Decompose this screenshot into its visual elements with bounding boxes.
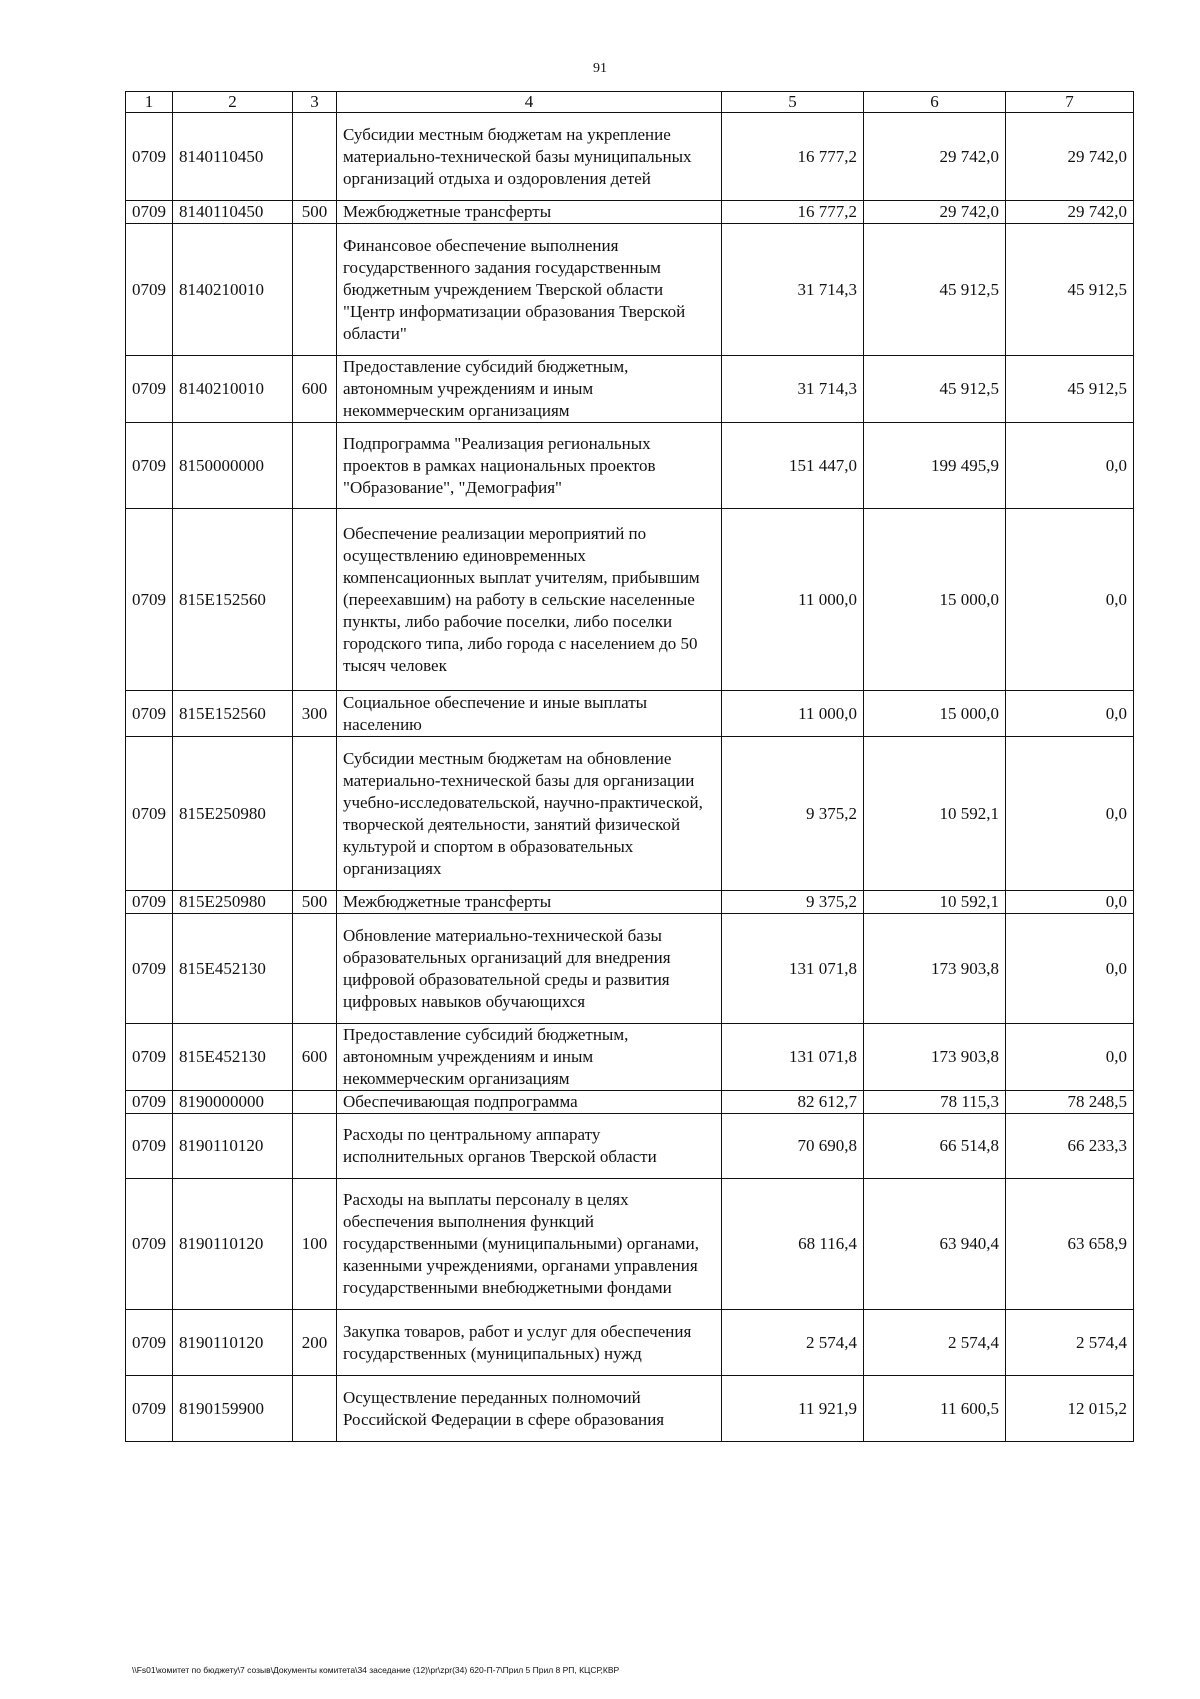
cell-amount-col6: 29 742,0 — [864, 201, 1006, 224]
header-col-3: 3 — [293, 92, 337, 113]
cell-description: Подпрограмма "Реализация региональных проектов в рамках национальных проектов "Образование", "Демография" — [337, 423, 722, 509]
cell-target-code: 815E250980 — [173, 737, 293, 891]
table-row — [126, 423, 1134, 509]
cell-expense-type: 500 — [293, 891, 337, 914]
cell-amount-col6: 45 912,5 — [864, 224, 1006, 356]
cell-amount-col7: 29 742,0 — [1006, 113, 1134, 201]
cell-expense-type — [293, 224, 337, 356]
cell-description: Межбюджетные трансферты — [337, 201, 722, 224]
cell-section: 0709 — [126, 1376, 173, 1442]
cell-amount-col5: 2 574,4 — [722, 1310, 864, 1376]
cell-description: Субсидии местным бюджетам на укрепление материально-технической базы муниципальных организаций отдыха и оздоровления детей — [337, 113, 722, 201]
cell-amount-col5: 131 071,8 — [722, 914, 864, 1024]
cell-expense-type: 300 — [293, 691, 337, 737]
cell-section: 0709 — [126, 1310, 173, 1376]
cell-amount-col7: 0,0 — [1006, 1024, 1134, 1091]
cell-expense-type: 200 — [293, 1310, 337, 1376]
table-row — [126, 1114, 1134, 1179]
table-row — [126, 691, 1134, 737]
cell-section: 0709 — [126, 737, 173, 891]
cell-section: 0709 — [126, 1024, 173, 1091]
table-row — [126, 356, 1134, 423]
cell-amount-col6: 2 574,4 — [864, 1310, 1006, 1376]
page-number: 91 — [593, 61, 607, 76]
table-row — [126, 737, 1134, 891]
cell-amount-col6: 15 000,0 — [864, 509, 1006, 691]
cell-amount-col7: 63 658,9 — [1006, 1179, 1134, 1310]
cell-amount-col7: 45 912,5 — [1006, 356, 1134, 423]
cell-amount-col5: 9 375,2 — [722, 891, 864, 914]
cell-section: 0709 — [126, 891, 173, 914]
cell-amount-col5: 16 777,2 — [722, 201, 864, 224]
cell-description: Обеспечивающая подпрограмма — [337, 1091, 722, 1114]
table-row — [126, 224, 1134, 356]
cell-description: Субсидии местным бюджетам на обновление материально-технической базы для организации учебно-исследовательской, научно-практической, творческой деятельности, занятий физической культурой и спортом в образовательных организациях — [337, 737, 722, 891]
header-col-7: 7 — [1006, 92, 1134, 113]
cell-amount-col7: 0,0 — [1006, 691, 1134, 737]
cell-amount-col5: 9 375,2 — [722, 737, 864, 891]
cell-amount-col7: 0,0 — [1006, 737, 1134, 891]
cell-amount-col7: 2 574,4 — [1006, 1310, 1134, 1376]
cell-amount-col6: 66 514,8 — [864, 1114, 1006, 1179]
cell-amount-col7: 12 015,2 — [1006, 1376, 1134, 1442]
cell-expense-type — [293, 113, 337, 201]
table-row — [126, 1179, 1134, 1310]
cell-description: Предоставление субсидий бюджетным, автономным учреждениям и иным некоммерческим организациям — [337, 356, 722, 423]
cell-amount-col6: 10 592,1 — [864, 891, 1006, 914]
footer-file-path: \\Fs01\комитет по бюджету\7 созыв\Документы комитета\34 заседание (12)\pr\zpr(34) 620-П-7\Прил 5 Прил 8 РП, КЦСР,КВР — [132, 1665, 620, 1675]
cell-amount-col5: 82 612,7 — [722, 1091, 864, 1114]
cell-amount-col7: 29 742,0 — [1006, 201, 1134, 224]
cell-target-code: 8140210010 — [173, 224, 293, 356]
table-row — [126, 1091, 1134, 1114]
cell-section: 0709 — [126, 224, 173, 356]
cell-amount-col7: 0,0 — [1006, 891, 1134, 914]
cell-target-code: 8150000000 — [173, 423, 293, 509]
cell-expense-type: 600 — [293, 1024, 337, 1091]
cell-section: 0709 — [126, 423, 173, 509]
table-row — [126, 201, 1134, 224]
cell-section: 0709 — [126, 691, 173, 737]
cell-expense-type: 500 — [293, 201, 337, 224]
cell-amount-col7: 0,0 — [1006, 914, 1134, 1024]
cell-section: 0709 — [126, 201, 173, 224]
cell-amount-col5: 16 777,2 — [722, 113, 864, 201]
cell-amount-col5: 11 000,0 — [722, 509, 864, 691]
cell-target-code: 8190110120 — [173, 1179, 293, 1310]
table-row — [126, 914, 1134, 1024]
cell-amount-col5: 151 447,0 — [722, 423, 864, 509]
cell-description: Расходы по центральному аппарату исполнительных органов Тверской области — [337, 1114, 722, 1179]
cell-expense-type — [293, 1114, 337, 1179]
cell-target-code: 815E152560 — [173, 509, 293, 691]
cell-section: 0709 — [126, 1114, 173, 1179]
header-col-4: 4 — [337, 92, 722, 113]
cell-amount-col6: 45 912,5 — [864, 356, 1006, 423]
cell-description: Закупка товаров, работ и услуг для обеспечения государственных (муниципальных) нужд — [337, 1310, 722, 1376]
cell-amount-col5: 31 714,3 — [722, 224, 864, 356]
cell-amount-col7: 45 912,5 — [1006, 224, 1134, 356]
cell-amount-col5: 131 071,8 — [722, 1024, 864, 1091]
cell-amount-col7: 66 233,3 — [1006, 1114, 1134, 1179]
cell-description: Расходы на выплаты персоналу в целях обеспечения выполнения функций государственными (муниципальными) органами, казенными учреждениями, органами управления государственными внебюджетными фондами — [337, 1179, 722, 1310]
cell-target-code: 815E452130 — [173, 1024, 293, 1091]
cell-description: Межбюджетные трансферты — [337, 891, 722, 914]
table-row — [126, 1310, 1134, 1376]
table-row — [126, 113, 1134, 201]
cell-expense-type: 600 — [293, 356, 337, 423]
cell-description: Обновление материально-технической базы образовательных организаций для внедрения цифровой образовательной среды и развития цифровых навыков обучающихся — [337, 914, 722, 1024]
cell-description: Социальное обеспечение и иные выплаты населению — [337, 691, 722, 737]
cell-target-code: 8140110450 — [173, 201, 293, 224]
cell-amount-col6: 199 495,9 — [864, 423, 1006, 509]
cell-target-code: 8140210010 — [173, 356, 293, 423]
header-col-2: 2 — [173, 92, 293, 113]
budget-table — [125, 91, 1134, 1442]
cell-expense-type — [293, 1091, 337, 1114]
cell-expense-type — [293, 509, 337, 691]
header-col-5: 5 — [722, 92, 864, 113]
cell-expense-type — [293, 423, 337, 509]
cell-amount-col6: 15 000,0 — [864, 691, 1006, 737]
cell-section: 0709 — [126, 914, 173, 1024]
table-row — [126, 891, 1134, 914]
cell-section: 0709 — [126, 1179, 173, 1310]
cell-amount-col5: 70 690,8 — [722, 1114, 864, 1179]
cell-amount-col7: 0,0 — [1006, 509, 1134, 691]
cell-section: 0709 — [126, 356, 173, 423]
table-row — [126, 1376, 1134, 1442]
cell-target-code: 815E152560 — [173, 691, 293, 737]
cell-target-code: 815E452130 — [173, 914, 293, 1024]
cell-target-code: 8190000000 — [173, 1091, 293, 1114]
cell-amount-col5: 31 714,3 — [722, 356, 864, 423]
cell-target-code: 8190110120 — [173, 1310, 293, 1376]
cell-target-code: 8140110450 — [173, 113, 293, 201]
cell-amount-col7: 0,0 — [1006, 423, 1134, 509]
cell-section: 0709 — [126, 509, 173, 691]
cell-amount-col6: 173 903,8 — [864, 1024, 1006, 1091]
cell-section: 0709 — [126, 113, 173, 201]
cell-amount-col5: 11 921,9 — [722, 1376, 864, 1442]
cell-amount-col7: 78 248,5 — [1006, 1091, 1134, 1114]
cell-amount-col6: 10 592,1 — [864, 737, 1006, 891]
cell-description: Предоставление субсидий бюджетным, автономным учреждениям и иным некоммерческим организациям — [337, 1024, 722, 1091]
cell-target-code: 8190110120 — [173, 1114, 293, 1179]
cell-expense-type — [293, 737, 337, 891]
cell-expense-type — [293, 914, 337, 1024]
cell-amount-col6: 78 115,3 — [864, 1091, 1006, 1114]
cell-description: Осуществление переданных полномочий Российской Федерации в сфере образования — [337, 1376, 722, 1442]
cell-target-code: 8190159900 — [173, 1376, 293, 1442]
cell-description: Финансовое обеспечение выполнения государственного задания государственным бюджетным учреждением Тверской области "Центр информатизации образования Тверской области" — [337, 224, 722, 356]
cell-target-code: 815E250980 — [173, 891, 293, 914]
cell-section: 0709 — [126, 1091, 173, 1114]
table-row — [126, 1024, 1134, 1091]
cell-amount-col6: 29 742,0 — [864, 113, 1006, 201]
header-col-1: 1 — [126, 92, 173, 113]
table-header-row — [126, 92, 1134, 113]
cell-amount-col5: 68 116,4 — [722, 1179, 864, 1310]
cell-amount-col6: 63 940,4 — [864, 1179, 1006, 1310]
cell-amount-col6: 11 600,5 — [864, 1376, 1006, 1442]
header-col-6: 6 — [864, 92, 1006, 113]
cell-description: Обеспечение реализации мероприятий по осуществлению единовременных компенсационных выплат учителям, прибывшим (переехавшим) на работу в сельские населенные пункты, либо рабочие поселки, либо поселки городского типа, либо города с населением до 50 тысяч человек — [337, 509, 722, 691]
cell-amount-col5: 11 000,0 — [722, 691, 864, 737]
cell-amount-col6: 173 903,8 — [864, 914, 1006, 1024]
cell-expense-type: 100 — [293, 1179, 337, 1310]
cell-expense-type — [293, 1376, 337, 1442]
table-row — [126, 509, 1134, 691]
